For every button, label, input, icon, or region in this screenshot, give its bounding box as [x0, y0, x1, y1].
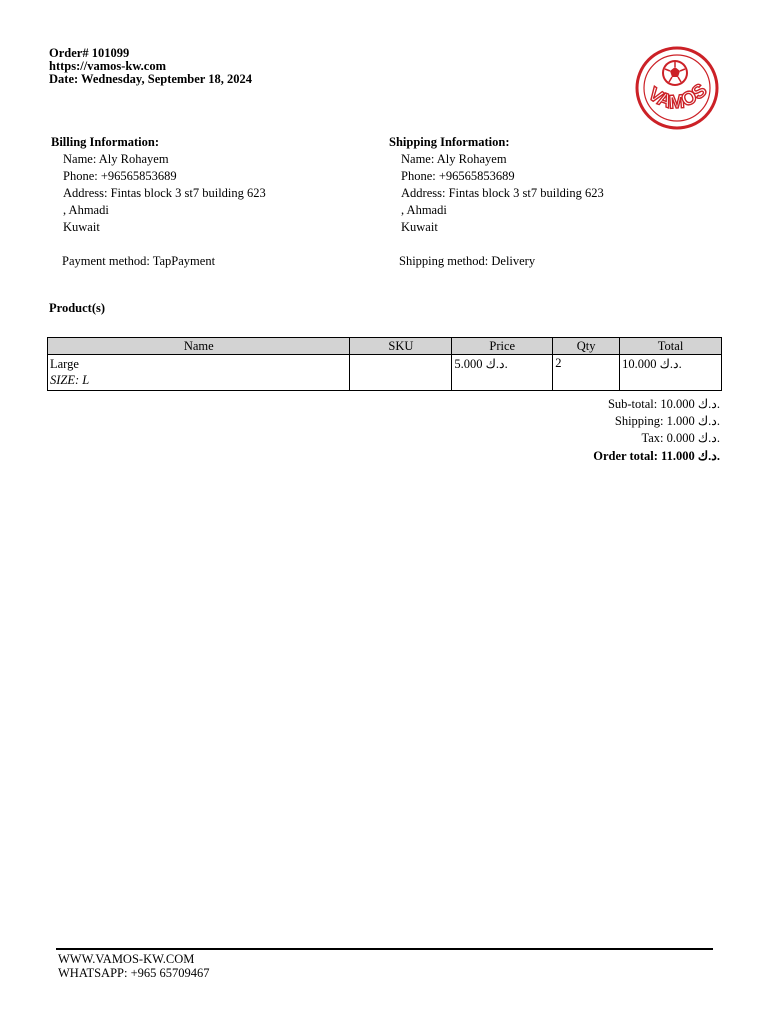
billing-title: Billing Information: — [51, 135, 159, 149]
order-total: Order total: 11.000 د.ك. — [593, 449, 720, 463]
column-header-name: Name — [48, 338, 350, 355]
billing-phone: Phone: +96565853689 — [63, 169, 177, 183]
product-name: Large — [50, 357, 79, 371]
column-header-price: Price — [452, 338, 553, 355]
soccer-ball-icon — [662, 60, 688, 86]
shipping-cost: Shipping: 1.000 د.ك. — [614, 414, 720, 428]
footer — [58, 952, 210, 980]
shipping-method: Shipping method: Delivery — [399, 254, 536, 268]
footer-divider — [56, 948, 713, 950]
footer-whatsapp: WHATSAPP: +965 65709467 — [58, 966, 210, 980]
table-header-row — [48, 338, 722, 355]
product-total: 10.000 د.ك. — [620, 355, 722, 391]
payment-method: Payment method: TapPayment — [62, 254, 216, 268]
billing-information — [51, 134, 266, 236]
tax: Tax: 0.000 د.ك. — [641, 431, 720, 445]
billing-country: Kuwait — [63, 220, 100, 234]
shipping-information — [389, 134, 604, 236]
order-header — [49, 47, 252, 86]
product-name-cell — [48, 355, 350, 391]
store-url[interactable]: https://vamos-kw.com — [49, 59, 167, 73]
billing-address: Address: Fintas block 3 st7 building 623 — [63, 186, 266, 200]
shipping-country: Kuwait — [401, 220, 438, 234]
table-row — [48, 355, 722, 391]
subtotal: Sub-total: 10.000 د.ك. — [607, 397, 720, 411]
shipping-phone: Phone: +96565853689 — [401, 169, 515, 183]
product-qty: 2 — [553, 355, 620, 391]
product-option: SIZE: L — [50, 373, 90, 387]
order-date: Date: Wednesday, September 18, 2024 — [49, 72, 253, 86]
column-header-sku: SKU — [350, 338, 452, 355]
order-number: Order# 101099 — [49, 46, 130, 60]
shipping-city: , Ahmadi — [401, 203, 447, 217]
vamos-logo — [634, 46, 720, 130]
products-table — [47, 337, 722, 391]
logo-text: VAMOS — [644, 79, 712, 114]
billing-city: , Ahmadi — [63, 203, 109, 217]
products-title: Product(s) — [49, 301, 106, 315]
product-price: 5.000 د.ك. — [452, 355, 553, 391]
shipping-address: Address: Fintas block 3 st7 building 623 — [401, 186, 604, 200]
shipping-name: Name: Aly Rohayem — [401, 152, 507, 166]
footer-website[interactable]: WWW.VAMOS-KW.COM — [58, 952, 195, 966]
billing-name: Name: Aly Rohayem — [63, 152, 169, 166]
order-totals — [593, 396, 720, 465]
column-header-qty: Qty — [553, 338, 620, 355]
shipping-title: Shipping Information: — [389, 135, 510, 149]
product-sku — [350, 355, 452, 391]
column-header-total: Total — [620, 338, 722, 355]
